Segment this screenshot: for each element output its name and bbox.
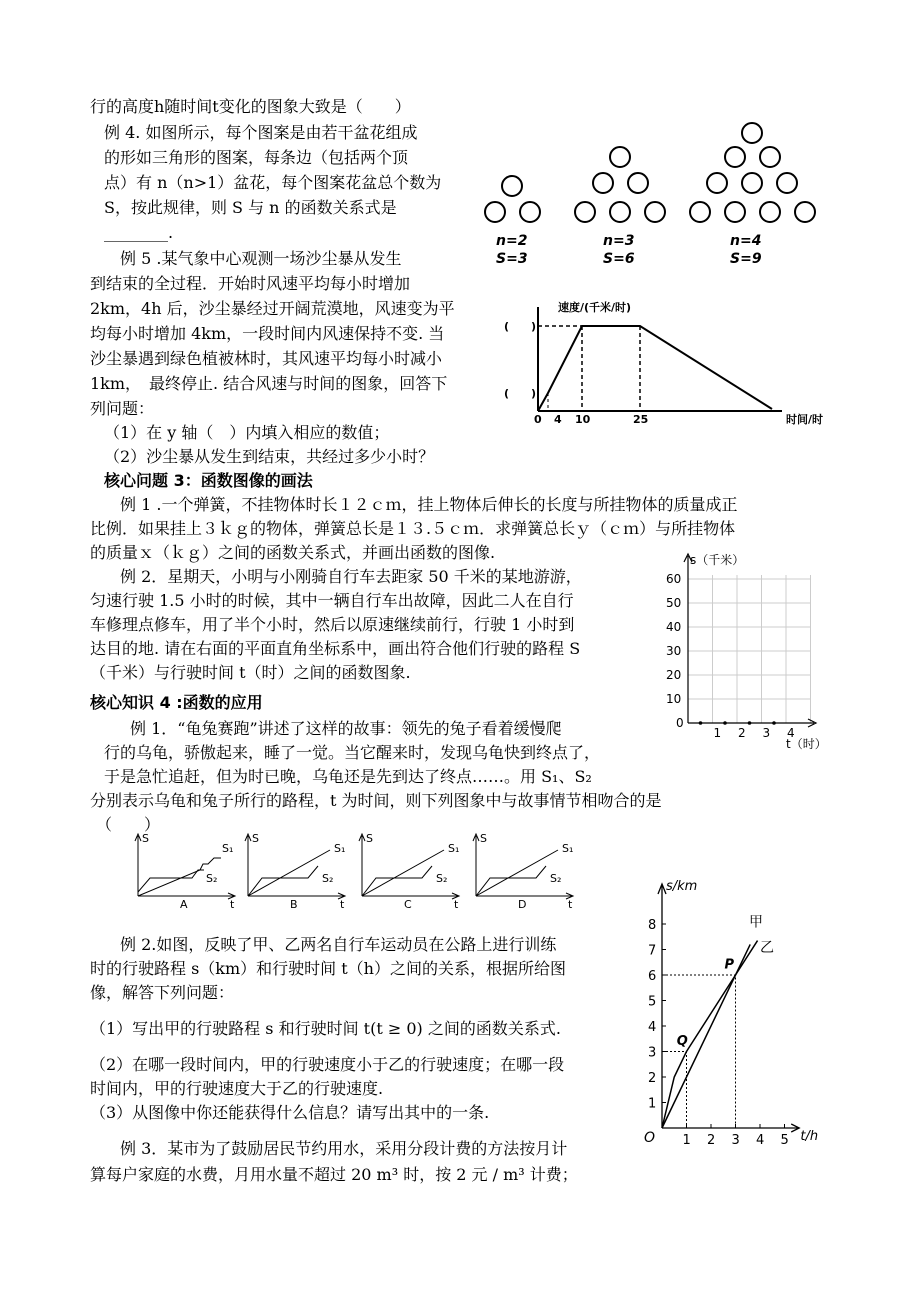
- label-n4: n=4: [730, 233, 762, 249]
- text-line: （千米）与行驶时间 t（时）之间的函数图象.: [90, 663, 411, 682]
- x-tick: 10: [575, 413, 591, 426]
- x-tick-label: 1: [682, 1133, 691, 1148]
- x-axis-label: t: [568, 898, 573, 911]
- question-1: （1）在 y 轴（ ）内填入相应的数值；: [104, 423, 390, 442]
- race-graph-C: [352, 830, 462, 910]
- pot-circle: [593, 173, 613, 193]
- text-line: 沙尘暴遇到绿色植被林时，其风速平均每小时减小: [90, 349, 443, 368]
- y-tick-label: 5: [648, 994, 657, 1010]
- text-line: 时的行驶路程 s（km）和行驶时间 t（h）之间的关系，根据所给图: [90, 959, 566, 978]
- pot-circle: [725, 202, 745, 222]
- label-n3: n=3: [603, 233, 635, 249]
- text-line: 例 1 .一个弹簧，不挂物体时长１２ｃｍ，挂上物体后伸长的长度与所挂物体的质量成正: [120, 495, 738, 514]
- line-yi: [662, 944, 750, 1128]
- flower-pot-pattern-figure: [478, 115, 818, 275]
- pot-circle: [575, 202, 595, 222]
- s1-line: [476, 850, 558, 896]
- y-tick-label: 20: [666, 668, 682, 682]
- x-axis-label: t/h: [800, 1129, 819, 1144]
- pot-circle: [742, 123, 762, 143]
- pot-circle: [725, 147, 745, 167]
- text-line: 例 2．星期天，小明与小刚骑自行车去距家 50 千米的某地游游，: [120, 567, 582, 586]
- text-line: 行的高度h随时间t变化的图象大致是（ ）: [90, 97, 411, 116]
- s1-label: S₁: [448, 842, 460, 855]
- y-axis-label: S: [480, 832, 487, 845]
- coordinate-grid-figure: [664, 550, 844, 760]
- text-line: S，按此规律，则 S 与 n 的函数关系式是: [104, 198, 397, 217]
- s2-label: S₂: [322, 872, 334, 885]
- x-tick-label: 4: [756, 1133, 765, 1148]
- text-line: 例 2.如图，反映了甲、乙两名自行车运动员在公路上进行训练: [120, 935, 557, 954]
- y-axis-label: s/km: [666, 879, 698, 894]
- y-tick-label: 30: [666, 644, 682, 658]
- label-s3: S=6: [603, 251, 635, 267]
- label-n2: n=2: [496, 233, 528, 249]
- y-tick-label: 0: [676, 716, 684, 730]
- option-label: B: [290, 898, 298, 911]
- label-p: P: [724, 957, 735, 973]
- text-line: 例 3．某市为了鼓励居民节约用水，采用分段计费的方法按月计: [120, 1139, 568, 1158]
- x-axis-label: 时间/时: [786, 413, 824, 426]
- origin-label: O: [644, 1130, 656, 1146]
- text-line: 比例．如果挂上３ｋｇ的物体，弹簧总长是１３.５ｃｍ．求弹簧总长ｙ（ｃｍ）与所挂物体: [90, 519, 736, 538]
- y-axis-label: S: [252, 832, 259, 845]
- text-line: 像，解答下列问题：: [90, 983, 235, 1002]
- pot-circle: [690, 202, 710, 222]
- s1-line: [248, 850, 330, 896]
- x-tick: 25: [633, 413, 649, 426]
- y-tick-label: 2: [648, 1071, 657, 1086]
- question-3: （3）从图像中你还能获得什么信息？请写出其中的一条.: [90, 1103, 490, 1122]
- option-label: D: [518, 898, 527, 911]
- y-tick-label: 8: [648, 918, 657, 933]
- axis-dot: [723, 721, 727, 725]
- text-line: 的形如三角形的图案，每条边（包括两个顶: [104, 148, 409, 167]
- label-jia: 甲: [748, 914, 763, 931]
- y-tick-label: 10: [666, 692, 682, 706]
- x-axis-label: t: [230, 898, 235, 911]
- section-heading-4: 核心知识 4 :函数的应用: [90, 693, 263, 712]
- text-line: 达目的地. 请在右面的平面直角坐标系中，画出符合他们行驶的路程 S: [90, 639, 581, 658]
- s2-line: [362, 866, 432, 896]
- y-axis-label: S: [142, 832, 149, 845]
- y-tick-label: 60: [666, 572, 682, 586]
- y-axis-label: 速度/(千米/时): [558, 301, 632, 314]
- guide-q: [662, 1052, 687, 1129]
- question-2: （2）沙尘暴从发生到结束，共经过多少小时？: [104, 447, 435, 466]
- y-tick-label: 3: [648, 1045, 657, 1061]
- pot-circle: [777, 173, 797, 193]
- x-tick-label: 2: [707, 1133, 716, 1148]
- s2-label: S₂: [436, 872, 448, 885]
- pot-circle: [610, 147, 630, 167]
- label-s4: S=9: [730, 251, 762, 267]
- x-tick-label: 4: [787, 726, 795, 740]
- s1-label: S₁: [222, 842, 234, 855]
- pot-circle: [795, 202, 815, 222]
- y-tick-label: 50: [666, 596, 682, 610]
- text-line: 分别表示乌龟和兔子所行的路程，t 为时间，则下列图象中与故事情节相吻合的是: [90, 791, 662, 810]
- s2-line: [248, 866, 318, 896]
- pot-circle: [645, 202, 665, 222]
- text-line: 列问题：: [90, 399, 155, 418]
- text-line: 匀速行驶 1.5 小时的时候，其中一辆自行车出故障，因此二人在自行: [90, 591, 574, 610]
- s1-label: S₁: [334, 842, 346, 855]
- text-line: 车修理点修车，用了半个小时，然后以原速继续前行，行驶 1 小时到: [90, 615, 575, 634]
- answer-paren: （ ）: [96, 815, 161, 834]
- example-5-heading: 例 5 .某气象中心观测一场沙尘暴从发生: [120, 249, 402, 268]
- pot-circle: [502, 176, 522, 196]
- option-label: A: [180, 898, 188, 911]
- axis-dot: [772, 721, 776, 725]
- x-tick-label: 5: [780, 1133, 789, 1148]
- x-tick-label: 2: [738, 726, 746, 740]
- text-line: 行的乌龟，骄傲起来，睡了一觉。当它醒来时，发现乌龟快到终点了，: [104, 743, 601, 762]
- text-line: 2km，4h 后，沙尘暴经过开阔荒漠地，风速变为平: [90, 299, 455, 318]
- pot-circle: [628, 173, 648, 193]
- text-line: 到结束的全过程．开始时风速平均每小时增加: [90, 274, 411, 293]
- example-4-heading: 例 4. 如图所示，每个图案是由若干盆花组成: [104, 123, 418, 142]
- x-axis-label: t: [340, 898, 345, 911]
- y-axis-label: S: [366, 832, 373, 845]
- text-line: 点）有 n（n>1）盆花，每个图案花盆总个数为: [104, 173, 442, 192]
- question-1: （1）写出甲的行驶路程 s 和行驶时间 t(t ≥ 0) 之间的函数关系式.: [90, 1019, 561, 1038]
- wind-line: [538, 326, 772, 411]
- pot-circle: [707, 173, 727, 193]
- text-line: 均每小时增加 4km，一段时间内风速保持不变. 当: [90, 324, 445, 343]
- x-tick-label: 3: [762, 726, 771, 740]
- text-line: 1km， 最终停止. 结合风速与时间的图象，回答下: [90, 374, 448, 393]
- label-q: Q: [676, 1034, 688, 1050]
- y-blank-lower: ( ): [504, 387, 537, 400]
- pot-circle: [760, 202, 780, 222]
- axis-dot: [699, 721, 703, 725]
- y-tick-label: 40: [666, 620, 682, 634]
- label-s2: S=3: [496, 251, 528, 267]
- text-line: 例 1．“龟兔赛跑”讲述了这样的故事：领先的兔子看着缓慢爬: [130, 719, 562, 738]
- race-graph-D: [466, 830, 576, 910]
- x-axis-label: t: [454, 898, 459, 911]
- y-axis-label: s（千米）: [690, 553, 745, 567]
- text-line: 算每户家庭的水费，月用水量不超过 20 m³ 时，按 2 元 / m³ 计费；: [90, 1165, 578, 1184]
- text-line: 时间内，甲的行驶速度大于乙的行驶速度.: [90, 1079, 384, 1098]
- y-tick-label: 4: [648, 1020, 657, 1035]
- s2-label: S₂: [550, 872, 562, 885]
- x-tick: 0: [534, 413, 542, 426]
- s1-line: [362, 850, 444, 896]
- axis-dot: [748, 721, 752, 725]
- y-tick-label: 7: [648, 943, 657, 959]
- s2-line: [138, 870, 204, 892]
- question-2: （2）在哪一段时间内，甲的行驶速度小于乙的行驶速度；在哪一段: [90, 1055, 565, 1074]
- pot-circle: [742, 173, 762, 193]
- x-tick-label: 1: [713, 726, 722, 740]
- text-line: 于是急忙追赶，但为时已晚，乌龟还是先到达了终点……。用 S₁、S₂: [104, 767, 592, 786]
- pot-circle: [760, 147, 780, 167]
- option-label: C: [404, 898, 412, 911]
- answer-blank: ________.: [104, 223, 174, 242]
- race-graph-A: [128, 830, 238, 910]
- x-tick: 4: [554, 413, 562, 426]
- y-tick-label: 6: [648, 969, 657, 984]
- race-graph-B: [238, 830, 348, 910]
- y-tick-label: 1: [648, 1096, 657, 1112]
- pot-circle: [485, 202, 505, 222]
- pot-circle: [520, 202, 540, 222]
- cyclist-distance-graph: [636, 872, 836, 1148]
- wind-speed-graph: [500, 295, 840, 435]
- x-tick-label: 3: [731, 1133, 740, 1148]
- x-axis-label: t（时）: [786, 737, 827, 751]
- s1-label: S₁: [562, 842, 574, 855]
- section-heading-3: 核心问题 3：函数图像的画法: [104, 471, 313, 490]
- y-blank-upper: ( ): [504, 320, 537, 333]
- s2-label: S₂: [206, 872, 218, 885]
- s2-line: [476, 866, 546, 896]
- text-line: 的质量ｘ（ｋｇ）之间的函数关系式，并画出函数的图像.: [90, 543, 496, 562]
- pot-circle: [610, 202, 630, 222]
- label-yi: 乙: [760, 940, 774, 957]
